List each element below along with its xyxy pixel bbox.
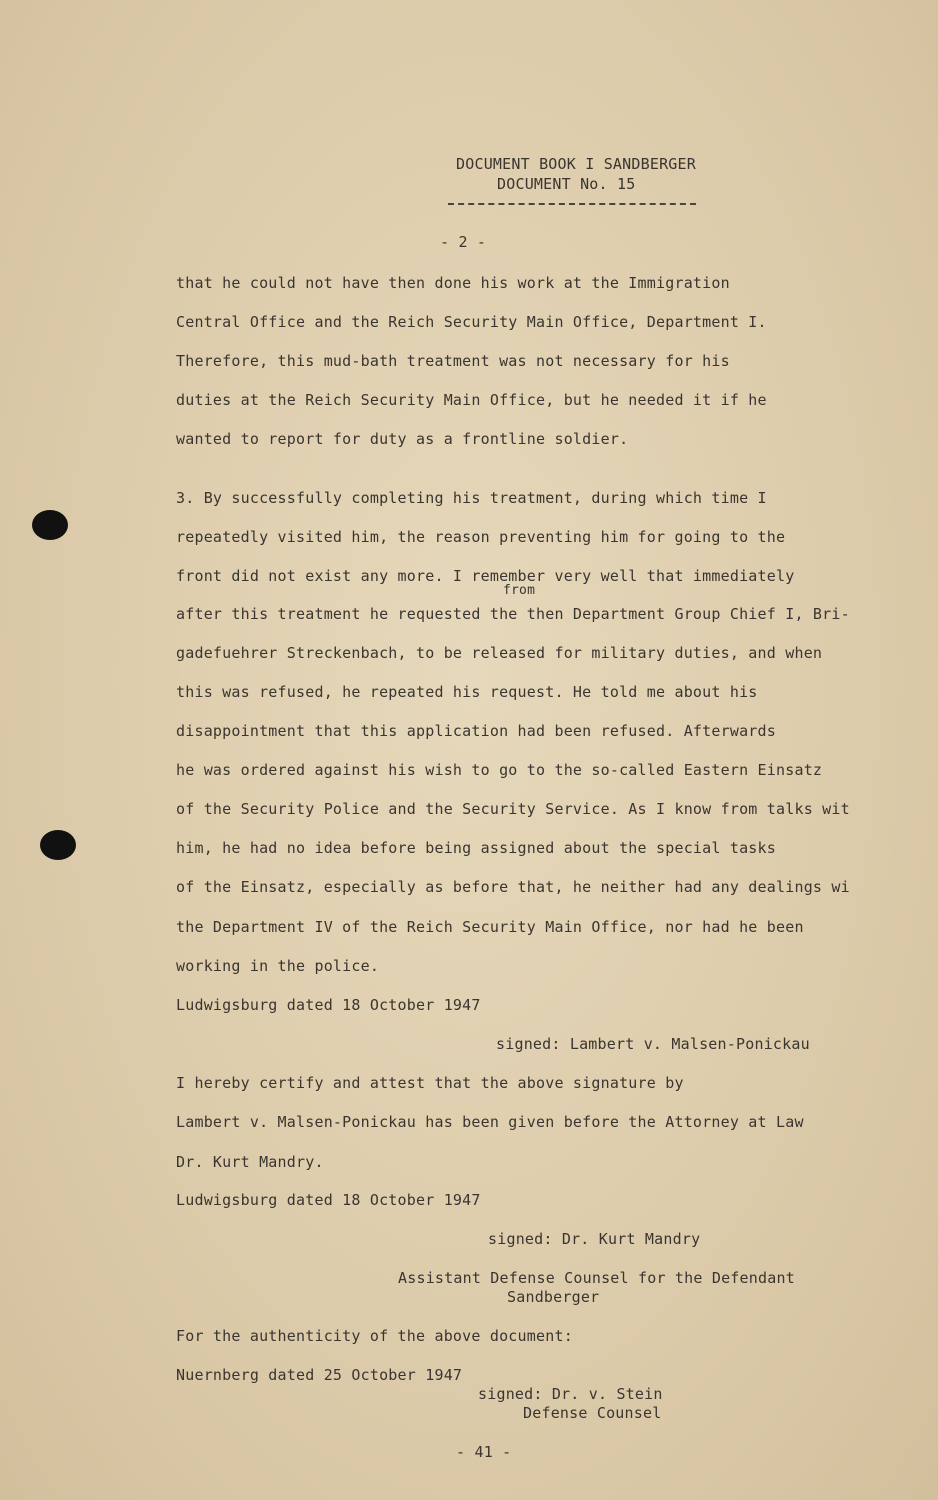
paragraph2-line: front did not exist any more. I remember very well that immediately: [176, 567, 795, 585]
counsel-title-1: Assistant Defense Counsel for the Defendant: [398, 1269, 795, 1287]
paragraph2-line: him, he had no idea before being assigned about the special tasks: [176, 839, 776, 857]
punch-hole: [32, 510, 68, 540]
paragraph1-line: Therefore, this mud-bath treatment was not necessary for his: [176, 352, 730, 370]
signature-1: signed: Lambert v. Malsen-Ponickau: [496, 1035, 810, 1053]
paragraph2-line: gadefuehrer Streckenbach, to be released for military duties, and when: [176, 644, 823, 662]
paragraph2-line: of the Security Police and the Security Service. As I know from talks wit: [176, 800, 850, 818]
authenticity-line: For the authenticity of the above document:: [176, 1327, 573, 1345]
counsel-title-2: Sandberger: [507, 1288, 600, 1306]
paragraph2-line: repeatedly visited him, the reason preventing him for going to the: [176, 528, 786, 546]
paragraph2-line: of the Einsatz, especially as before that, he neither had any dealings wi: [176, 878, 850, 896]
header-rule: [448, 203, 696, 205]
signature-3: signed: Dr. v. Stein: [478, 1385, 663, 1403]
signature-2: signed: Dr. Kurt Mandry: [488, 1230, 701, 1248]
paragraph2-line: working in the police.: [176, 957, 380, 975]
certification-line: Dr. Kurt Mandry.: [176, 1153, 324, 1171]
paragraph1-line: wanted to report for duty as a frontline soldier.: [176, 430, 629, 448]
certification-line: Lambert v. Malsen-Ponickau has been given before the Attorney at Law: [176, 1113, 804, 1131]
paragraph2-line: he was ordered against his wish to go to the so-called Eastern Einsatz: [176, 761, 823, 779]
paragraph2-line: the Department IV of the Reich Security Main Office, nor had he been: [176, 918, 804, 936]
paragraph2-line: this was refused, he repeated his request. He told me about his: [176, 683, 758, 701]
paragraph2-line: 3. By successfully completing his treatment, during which time I: [176, 489, 767, 507]
certification-line: I hereby certify and attest that the above signature by: [176, 1074, 684, 1092]
header-line-2: DOCUMENT No. 15: [497, 175, 636, 193]
punch-hole: [40, 830, 76, 860]
header-line-1: DOCUMENT BOOK I SANDBERGER: [456, 155, 696, 173]
page-number-top: - 2 -: [440, 233, 487, 251]
paragraph2-line: after this treatment he requested the then Department Group Chief I, Bri-: [176, 605, 850, 623]
place-date-1: Ludwigsburg dated 18 October 1947: [176, 996, 481, 1014]
paragraph1-line: Central Office and the Reich Security Main Office, Department I.: [176, 313, 767, 331]
signature-3-title: Defense Counsel: [523, 1404, 662, 1422]
place-date-3: Nuernberg dated 25 October 1947: [176, 1366, 463, 1384]
paragraph1-line: that he could not have then done his work at the Immigration: [176, 274, 730, 292]
paragraph2-line: disappointment that this application had been refused. Afterwards: [176, 722, 776, 740]
place-date-2: Ludwigsburg dated 18 October 1947: [176, 1191, 481, 1209]
handwritten-insertion: from: [503, 583, 536, 598]
page-number-bottom: - 41 -: [456, 1443, 512, 1461]
paragraph1-line: duties at the Reich Security Main Office, but he needed it if he: [176, 391, 767, 409]
